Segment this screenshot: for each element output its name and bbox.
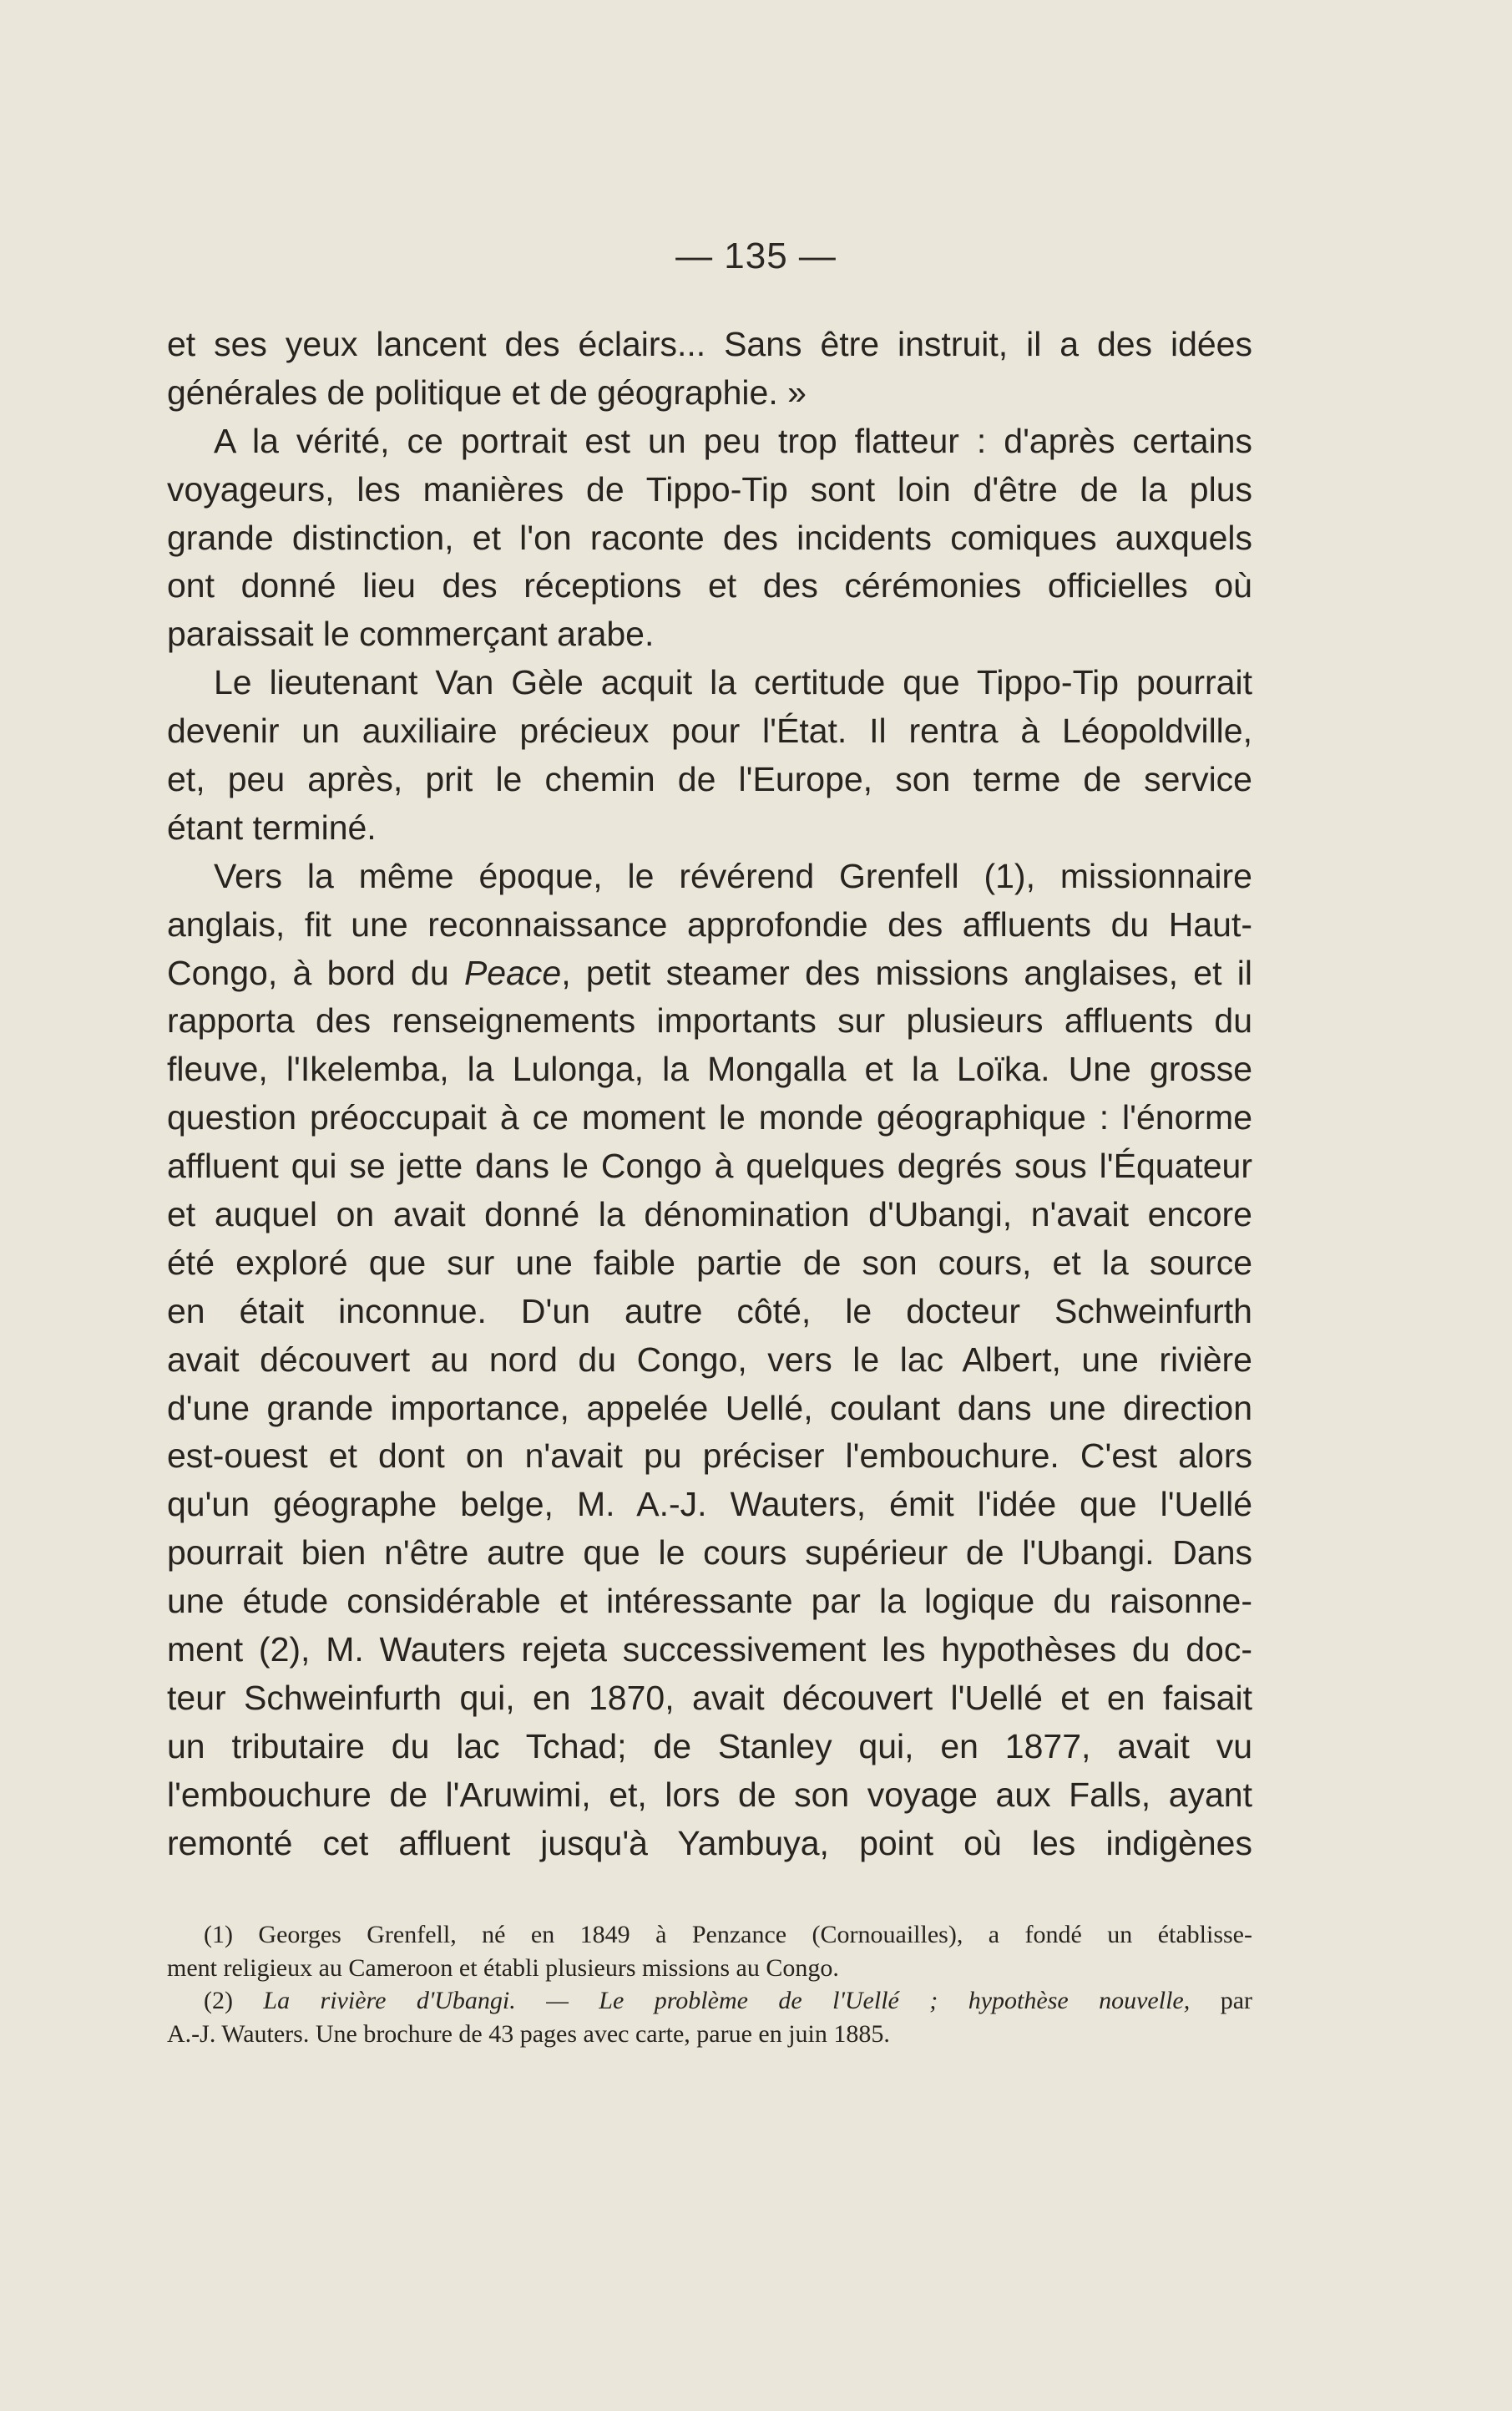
text-line xyxy=(167,756,1252,804)
text-line-text: générales de politique et de géographie. » xyxy=(167,372,807,412)
text-line xyxy=(167,1432,1252,1481)
text-line-text: été exploré que sur une faible partie de son cours, et la source xyxy=(167,1243,1252,1282)
text-line-text: l'embouchure de l'Aruwimi, et, lors de son voyage aux Falls, ayant xyxy=(167,1775,1252,1814)
text-line-text: teur Schweinfurth qui, en 1870, avait découvert l'Uellé et en faisait xyxy=(167,1678,1252,1717)
text-line xyxy=(167,1046,1252,1094)
footnotes xyxy=(167,1918,1252,2050)
text-line xyxy=(167,1820,1252,1868)
text-line xyxy=(167,1529,1252,1578)
text-line xyxy=(167,369,1252,418)
text-line-text: affluent qui se jette dans le Congo à quelques degrés sous l'Équateur xyxy=(167,1147,1252,1186)
page-number: — 135 — xyxy=(675,236,837,276)
text-line-text: d'une grande importance, appelée Uellé, coulant dans une direction xyxy=(167,1388,1252,1427)
text-line xyxy=(167,514,1252,563)
footnote-line xyxy=(167,1984,1252,2018)
text-line-text: voyageurs, les manières de Tippo-Tip sont loin d'être de la plus xyxy=(167,469,1252,509)
text-line-text: paraissait le commerçant arabe. xyxy=(167,615,655,654)
text-line-text: une étude considérable et intéressante par la logique du raisonne- xyxy=(167,1582,1252,1621)
text-line xyxy=(167,1385,1252,1433)
text-line xyxy=(167,1626,1252,1674)
text-line-text: étant terminé. xyxy=(167,808,377,847)
text-line xyxy=(167,1771,1252,1820)
text-line-text: , petit steamer des missions anglaises, et il xyxy=(561,953,1252,992)
text-line xyxy=(167,804,1252,853)
footnote-line-text: A.-J. Wauters. Une brochure de 43 pages avec carte, parue en juin 1885. xyxy=(167,2019,890,2048)
text-line-text: Congo, à bord du xyxy=(167,953,464,992)
footnote-line xyxy=(167,2018,1252,2051)
text-line xyxy=(167,1578,1252,1626)
text-line xyxy=(167,997,1252,1046)
text-line xyxy=(167,1142,1252,1191)
text-line xyxy=(167,707,1252,756)
text-line-text: question préoccupait à ce moment le monde géographique : l'énorme xyxy=(167,1098,1252,1137)
text-line-text: Peace xyxy=(463,953,562,992)
text-line xyxy=(167,1481,1252,1529)
text-line-text: grande distinction, et l'on raconte des incidents comiques auxquels xyxy=(167,518,1252,557)
footnote-line-text: La rivière d'Ubangi. — Le problème de l'Uellé ; hypothèse nouvelle, xyxy=(263,1987,1191,2014)
text-line-text: Le lieutenant Van Gèle acquit la certitude que Tippo-Tip pourrait xyxy=(214,663,1252,702)
text-line-text: fleuve, l'Ikelemba, la Lulonga, la Mongalla et la Loïka. Une grosse xyxy=(167,1050,1252,1089)
text-line-text: avait découvert au nord du Congo, vers le lac Albert, une rivière xyxy=(167,1340,1252,1379)
text-line-text: pourrait bien n'être autre que le cours supérieur de l'Ubangi. Dans xyxy=(167,1533,1252,1573)
text-line xyxy=(167,466,1252,514)
text-line xyxy=(167,901,1252,950)
footnote-line-text: (2) xyxy=(204,1987,264,2014)
text-line-text: un tributaire du lac Tchad; de Stanley qui, en 1877, avait vu xyxy=(167,1726,1252,1765)
text-line xyxy=(167,1239,1252,1288)
body-text xyxy=(167,321,1252,1868)
text-line-text: Vers la même époque, le révérend Grenfell (1), missionnaire xyxy=(214,856,1252,895)
text-line xyxy=(167,1191,1252,1239)
footnote-line xyxy=(167,1952,1252,1985)
text-line-text: remonté cet affluent jusqu'à Yambuya, point où les indigènes xyxy=(167,1823,1252,1862)
text-line xyxy=(167,562,1252,610)
text-line-text: qu'un géographe belge, M. A.-J. Wauters, émit l'idée que l'Uellé xyxy=(167,1485,1252,1524)
text-line-text: et ses yeux lancent des éclairs... Sans être instruit, il a des idées xyxy=(167,325,1252,363)
text-line xyxy=(167,950,1252,998)
text-line-text: A la vérité, ce portrait est un peu trop flatteur : d'après certains xyxy=(214,421,1252,460)
text-line-text: anglais, fit une reconnaissance approfondie des affluents du Haut- xyxy=(167,904,1252,944)
text-line-text: devenir un auxiliaire précieux pour l'État. Il rentra à Léopoldville, xyxy=(167,712,1252,751)
text-line-text: et auquel on avait donné la dénomination d'Ubangi, n'avait encore xyxy=(167,1195,1252,1234)
text-line xyxy=(167,610,1252,659)
text-line xyxy=(167,1094,1252,1142)
text-line-text: en était inconnue. D'un autre côté, le docteur Schweinfurth xyxy=(167,1291,1252,1330)
footnote-line-text: (1) Georges Grenfell, né en 1849 à Penzance (Cornouailles), a fondé un établisse- xyxy=(204,1921,1252,1948)
text-line-text: ment (2), M. Wauters rejeta successivement les hypothèses du doc- xyxy=(167,1630,1252,1669)
text-line xyxy=(167,1723,1252,1771)
text-line-text: rapporta des renseignements importants sur plusieurs affluents du xyxy=(167,1001,1252,1041)
footnote-line xyxy=(167,1918,1252,1952)
footnote-line-text: par xyxy=(1190,1987,1252,2014)
text-line xyxy=(167,321,1252,369)
text-line xyxy=(167,1336,1252,1385)
text-line-text: est-ouest et dont on n'avait pu préciser l'embouchure. C'est alors xyxy=(167,1436,1252,1476)
text-line xyxy=(167,853,1252,901)
footnote-line-text: ment religieux au Cameroon et établi plusieurs missions au Congo. xyxy=(167,1953,839,1982)
text-line xyxy=(167,1674,1252,1723)
text-line-text: ont donné lieu des réceptions et des cérémonies officielles où xyxy=(167,566,1252,605)
text-line xyxy=(167,418,1252,466)
text-line xyxy=(167,659,1252,707)
text-line-text: et, peu après, prit le chemin de l'Europe, son terme de service xyxy=(167,760,1252,799)
text-line xyxy=(167,1288,1252,1336)
